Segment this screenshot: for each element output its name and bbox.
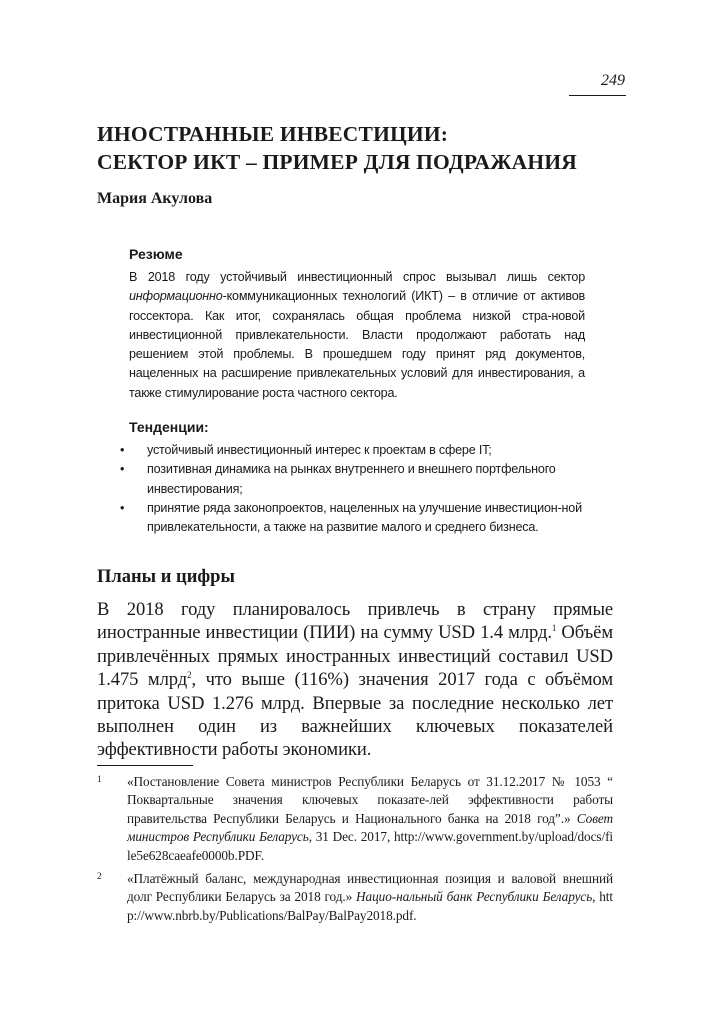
footnote-source: Нацио-нальный банк Республики Беларусь bbox=[356, 889, 593, 905]
trend-item bbox=[112, 441, 587, 460]
page-number-rule bbox=[569, 95, 626, 96]
footnote-text: «Платёжный баланс, международная инвестиционная позиция и валовой внешний долг Республики Беларусь за 2018 год.» bbox=[127, 871, 613, 905]
summary-text-start: В 2018 году устойчивый инвестиционный спрос вызывал лишь сектор bbox=[129, 270, 585, 284]
article-title bbox=[97, 120, 637, 176]
footnote-link[interactable]: , 31 Dec. 2017, http://www.government.by/upload/docs/file5e628caeafe0000b.PDF. bbox=[127, 829, 613, 863]
footnotes bbox=[97, 773, 613, 930]
footnote-divider bbox=[97, 765, 193, 766]
body-text-part-2: Объём привлечённых прямых иностранных инвестиций составил USD 1.475 млрд bbox=[97, 622, 613, 691]
trend-item-text: принятие ряда законопроектов, нацеленных на улучшение инвестицион-ной привлекательности, а также на развитие малого и среднего бизнеса. bbox=[147, 500, 582, 535]
footnote-1 bbox=[97, 773, 613, 865]
footnote-ref-2[interactable]: 2 bbox=[187, 670, 192, 681]
bullet-icon: • bbox=[120, 443, 125, 457]
summary-text bbox=[129, 268, 585, 403]
body-paragraph bbox=[97, 598, 613, 762]
trends-list bbox=[112, 441, 587, 537]
footnote-link[interactable]: , http://www.nbrb.by/Publications/BalPay/BalPay2018.pdf. bbox=[127, 889, 613, 923]
trend-item-text: устойчивый инвестиционный интерес к проектам в сфере IT; bbox=[147, 443, 492, 457]
title-line-2: СЕКТОР ИКТ – ПРИМЕР ДЛЯ ПОДРАЖАНИЯ bbox=[97, 150, 577, 174]
title-line-1: ИНОСТРАННЫЕ ИНВЕСТИЦИИ: bbox=[97, 122, 449, 146]
author-name: Мария Акулова bbox=[97, 190, 213, 207]
trend-item-text: позитивная динамика на рынках внутреннего и внешнего портфельного инвестирования; bbox=[147, 462, 556, 496]
trends-heading: Тенденции: bbox=[129, 419, 209, 435]
trend-item bbox=[112, 499, 587, 538]
body-text-part-3: , что выше (116%) значения 2017 года с объёмом притока USD 1.276 млрд. Впервые за последние несколько лет выполнен один из важнейших ключевых показателей эффективности работы экономики. bbox=[97, 669, 613, 761]
footnote-ref-1[interactable]: 1 bbox=[551, 623, 557, 634]
footnote-number: 2 bbox=[97, 872, 102, 883]
summary-text-end: -коммуникационных технологий (ИКТ) – в отличие от активов госсектора. Как итог, сохранялась общая проблема низкой стра-новой инвестиционной привлекательности. Власти продолжают работать над решением этой проблемы. В прошедшем году принят ряд документов, нацеленных на расширение привлекательных условий для инвестирования, а также стимулирование роста частного сектора. bbox=[129, 289, 585, 400]
section-heading: Планы и цифры bbox=[97, 567, 235, 587]
trends-block bbox=[112, 419, 587, 537]
bullet-icon: • bbox=[120, 462, 125, 477]
footnote-number: 1 bbox=[97, 775, 102, 785]
summary-heading: Резюме bbox=[129, 246, 183, 262]
summary-block bbox=[129, 246, 585, 403]
footnote-source: Совет министров Республики Беларусь bbox=[127, 810, 613, 845]
footnote-text: «Постановление Совета министров Республики Беларусь от 31.12.2017 № 1053 “ Поквартальные значения ключевых показате-лей эффективности работы правительства Республики Беларусь и Национального банка на 2018 год”.» bbox=[127, 774, 613, 826]
body-text-part-1: В 2018 году планировалось привлечь в страну прямые иностранные инвестиции (ПИИ) на сумму USD 1.4 млрд. bbox=[97, 599, 613, 644]
footnote-2 bbox=[97, 870, 613, 925]
trend-item bbox=[112, 460, 587, 499]
bullet-icon: • bbox=[120, 500, 125, 515]
summary-text-italic: информационно bbox=[129, 289, 223, 304]
page-number: 249 bbox=[601, 72, 625, 89]
